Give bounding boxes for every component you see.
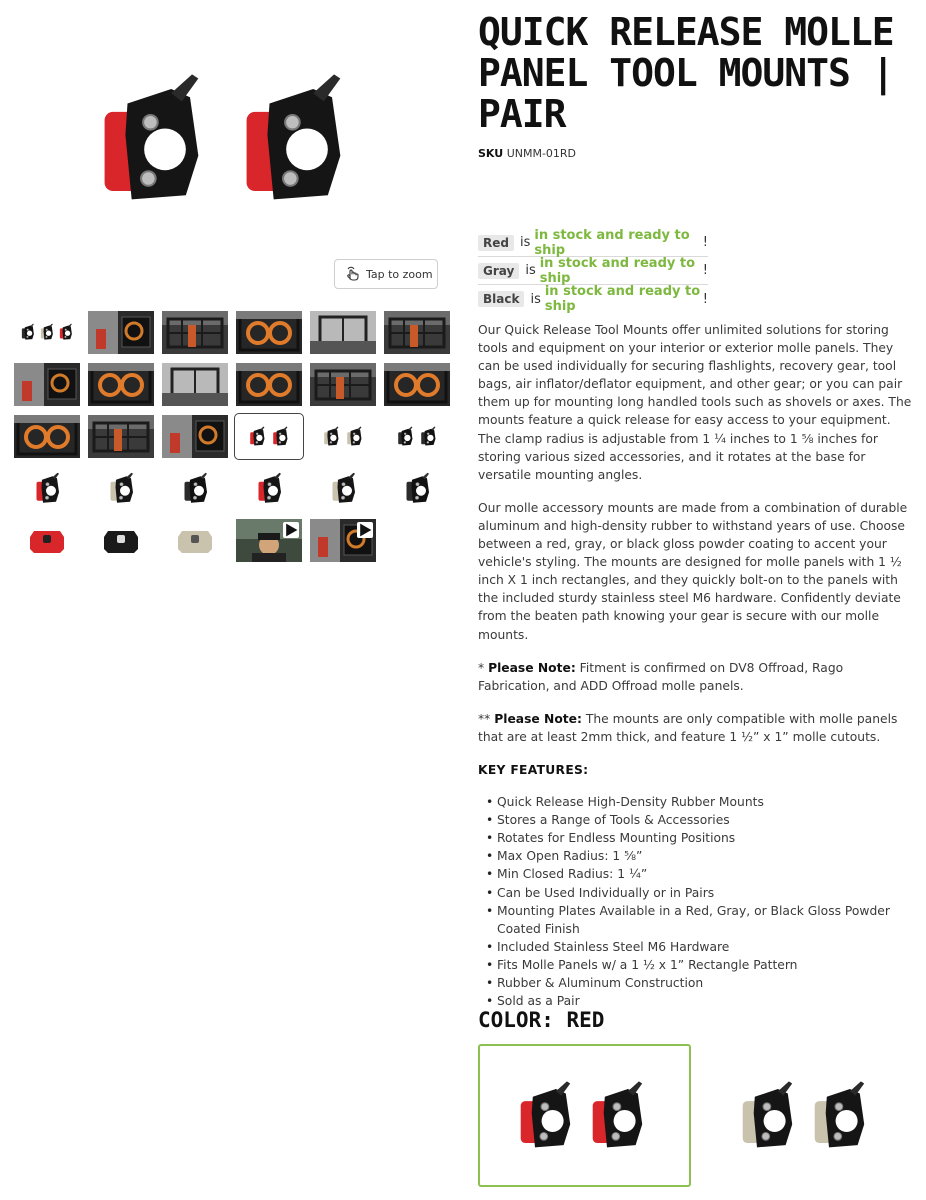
thumbnail-photo[interactable] (384, 363, 450, 406)
stock-row-black (478, 285, 708, 313)
note-text: Fitment is confirmed on DV8 Offroad, Rago Fabrication, and ADD Offroad molle panels. (478, 660, 844, 693)
color-chip: Red (478, 235, 514, 251)
thumbnail-red-single[interactable] (14, 467, 80, 510)
thumbnail-black-single[interactable] (162, 467, 228, 510)
thumbnail-gray-single[interactable] (88, 467, 154, 510)
thumbnail-photo[interactable] (162, 363, 228, 406)
thumbnail-photo[interactable] (88, 311, 154, 354)
tap-to-zoom-label: Tap to zoom (366, 267, 433, 281)
stock-end: ! (702, 263, 708, 278)
compatibility-note (478, 710, 914, 746)
in-stock-text: in stock and ready to ship (539, 255, 696, 286)
product-title: QUICK RELEASE MOLLE PANEL TOOL MOUNTS | PAIR (478, 10, 894, 136)
feature-item: • Quick Release High-Density Rubber Mounts (486, 793, 914, 811)
fitment-note (478, 659, 914, 695)
feature-item: • Min Closed Radius: 1 ¼” (486, 865, 914, 883)
thumbnail-video[interactable] (310, 519, 376, 562)
feature-item: • Fits Molle Panels w/ a 1 ½ x 1” Rectangle Pattern (486, 956, 914, 974)
in-stock-text: in stock and ready to ship (534, 227, 690, 258)
thumbnail-grid (14, 311, 450, 562)
feature-item: • Mounting Plates Available in a Red, Gray, or Black Gloss Powder Coated Finish (486, 902, 914, 938)
product-description (478, 321, 914, 1010)
key-features-list (478, 793, 914, 1010)
product-info (478, 12, 914, 160)
thumbnail-gray-angle[interactable] (310, 467, 376, 510)
thumbnail-black-pair[interactable] (384, 415, 450, 458)
thumbnail-photo[interactable] (310, 311, 376, 354)
thumbnail-photo[interactable] (384, 311, 450, 354)
color-option-gray[interactable] (700, 1044, 913, 1187)
tap-to-zoom-button[interactable] (334, 259, 438, 289)
feature-item: • Can be Used Individually or in Pairs (486, 884, 914, 902)
in-stock-text: in stock and ready to ship (544, 284, 701, 314)
color-option-red[interactable] (478, 1044, 691, 1187)
description-paragraph: Our Quick Release Tool Mounts offer unlimited solutions for storing tools and equipment on your interior or exterior molle panels. They can be used individually for securing flashlights, recovery gear, tool bags, air inflator/deflator equipment, and other gear; or you can pair them up for mounting long handled tools such as shovels or axes. The mounts feature a quick release for easy access to your equipment. The clamp radius is adjustable from 1 ¼ inches to 1 ⅝ inches for storing various sized accessories, and it rotates at the base for versatile mounting angles. (478, 323, 912, 482)
thumbnail-video[interactable] (236, 519, 302, 562)
thumbnail-photo[interactable] (236, 311, 302, 354)
hand-pointer-icon (344, 265, 360, 284)
thumbnail-gray-plate[interactable] (162, 519, 228, 562)
stock-is: is (525, 263, 536, 278)
note-prefix: * (478, 660, 489, 675)
thumbnail-red-pair-selected[interactable] (236, 415, 302, 458)
stock-is: is (519, 235, 531, 250)
stock-is: is (530, 291, 541, 307)
thumbnail-three-colors[interactable] (14, 311, 80, 354)
thumbnail-photo[interactable] (88, 363, 154, 406)
thumbnail-red-plate[interactable] (14, 519, 80, 562)
feature-item: • Included Stainless Steel M6 Hardware (486, 938, 914, 956)
sku-label: SKU (478, 147, 504, 160)
description-paragraph: Our molle accessory mounts are made from a combination of durable aluminum and high-density rubber to withstand years of use. Choose between a red, gray, or black gloss powder coating to accent your vehicle's styling. The mounts are designed for molle panels with 1 ½ inch X 1 inch rectangles, and they quickly bolt-on to the panels with the included sturdy stainless steel M6 hardware. Confidently deviate from the beaten path knowing your gear is secure with our molle mounts. (478, 500, 908, 642)
feature-item: • Stores a Range of Tools & Accessories (486, 811, 914, 829)
thumbnail-red-angle[interactable] (236, 467, 302, 510)
thumbnail-photo[interactable] (162, 311, 228, 354)
feature-item: • Rotates for Endless Mounting Positions (486, 829, 914, 847)
feature-item: • Rubber & Aluminum Construction (486, 974, 914, 992)
color-selector-label: COLOR: RED (478, 1008, 605, 1032)
stock-end: ! (702, 291, 708, 307)
color-chip: Black (478, 291, 524, 307)
key-features-title: KEY FEATURES: (478, 762, 589, 777)
thumbnail-black-angle[interactable] (384, 467, 450, 510)
thumbnail-photo[interactable] (162, 415, 228, 458)
stock-row-red (478, 229, 708, 257)
stock-end: ! (702, 235, 708, 250)
play-icon (283, 522, 299, 538)
product-main-image[interactable] (80, 60, 380, 230)
play-icon (357, 522, 373, 538)
thumbnail-photo[interactable] (88, 415, 154, 458)
thumbnail-photo[interactable] (310, 363, 376, 406)
feature-item: • Max Open Radius: 1 ⅝” (486, 847, 914, 865)
thumbnail-photo[interactable] (236, 363, 302, 406)
sku-value: UNMM-01RD (506, 147, 577, 160)
note-label: Please Note: (488, 660, 576, 675)
stock-status-list (478, 229, 708, 313)
note-prefix: ** (478, 711, 495, 726)
thumbnail-black-plate[interactable] (88, 519, 154, 562)
gray-mount-pair-image (727, 1076, 887, 1156)
note-label: Please Note: (494, 711, 582, 726)
color-chip: Gray (478, 263, 519, 279)
thumbnail-gray-pair[interactable] (310, 415, 376, 458)
stock-row-gray (478, 257, 708, 285)
thumbnail-photo[interactable] (14, 415, 80, 458)
sku (478, 147, 914, 160)
feature-item: • Sold as a Pair (486, 992, 914, 1010)
red-mount-pair-image (505, 1076, 665, 1156)
note-text: The mounts are only compatible with molle panels that are at least 2mm thick, and feature 1 ½” x 1” molle cutouts. (478, 711, 898, 744)
thumbnail-photo[interactable] (14, 363, 80, 406)
